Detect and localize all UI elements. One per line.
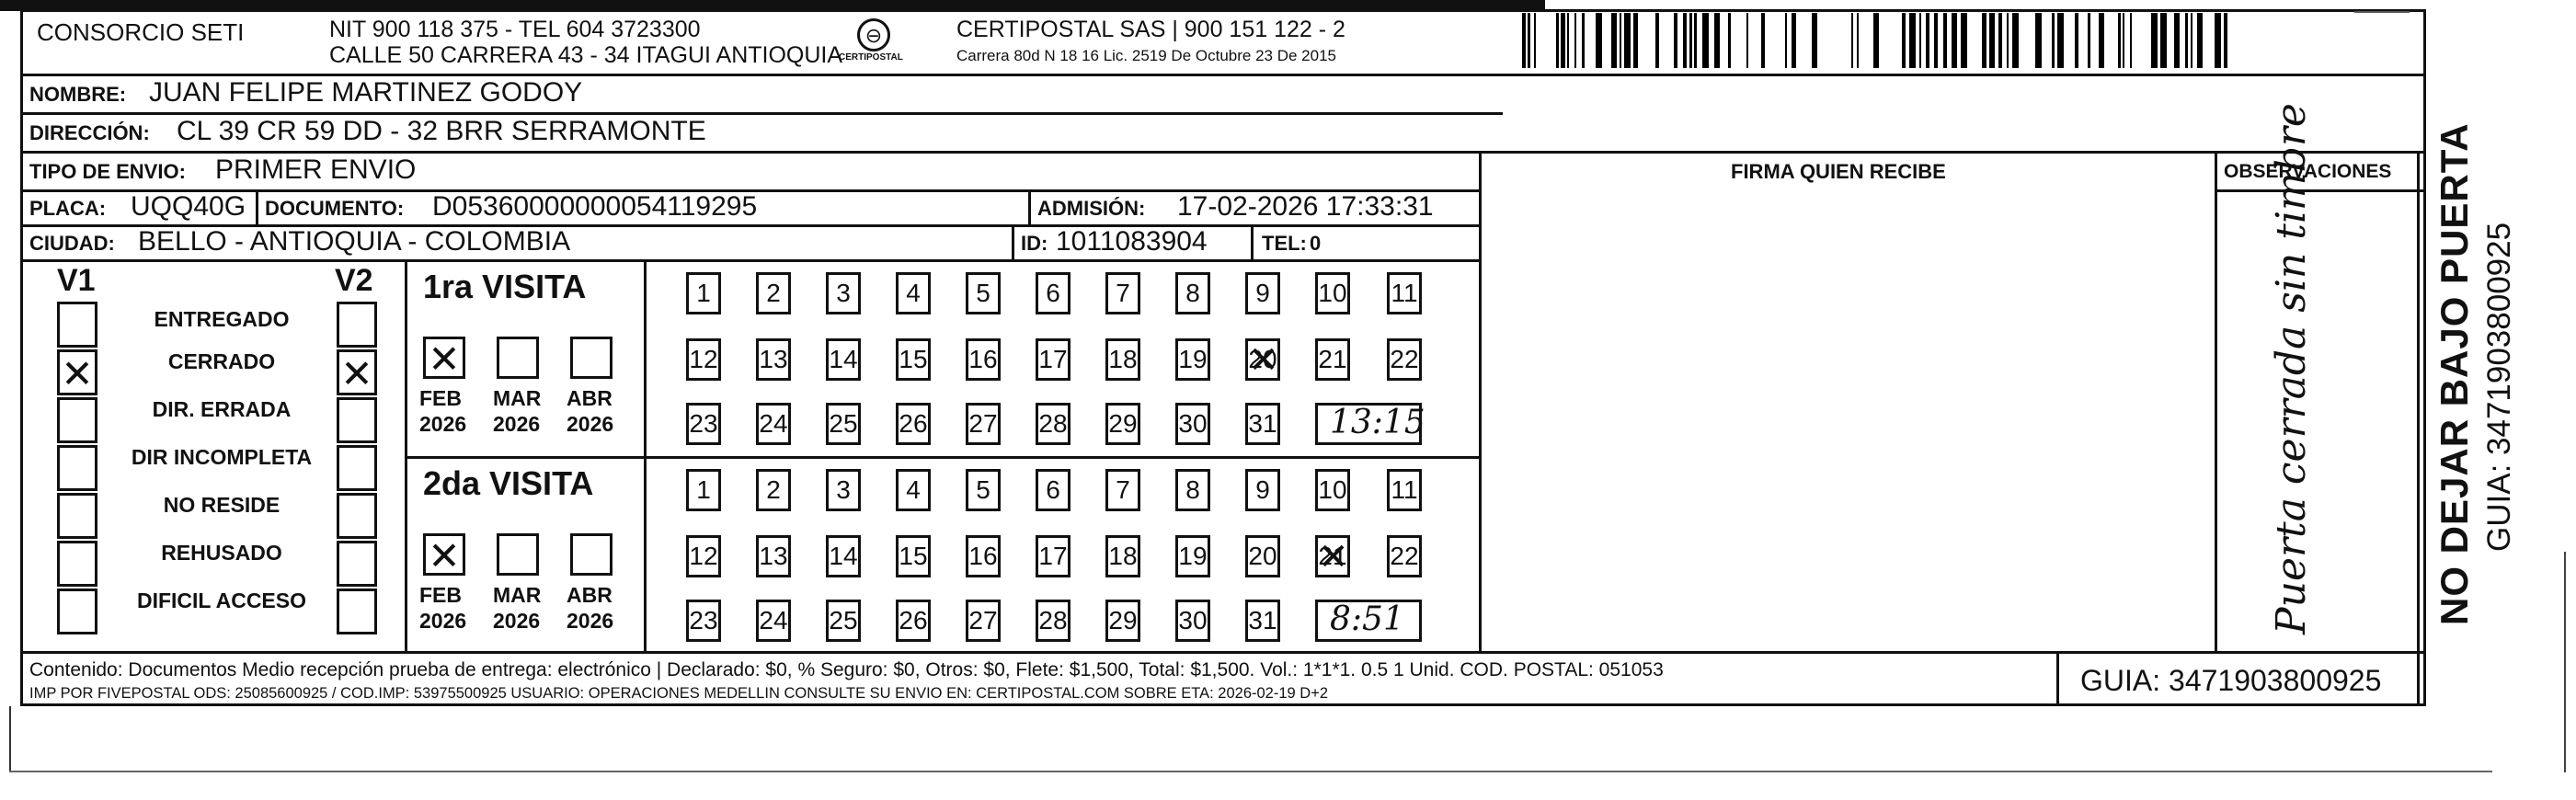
month-label: MAR <box>493 386 542 410</box>
barcode-bar <box>1761 13 1765 68</box>
v2-checkbox-3[interactable] <box>337 445 377 491</box>
barcode-bar <box>1728 13 1731 68</box>
barcode-bar <box>1902 13 1906 68</box>
carrier-line: CERTIPOSTAL SAS | 900 151 122 - 2 <box>956 17 1345 42</box>
barcode-bar <box>1561 13 1565 68</box>
barcode-bar <box>1611 13 1617 68</box>
day-box[interactable]: 24 <box>756 600 791 642</box>
barcode-bar <box>2099 13 2104 68</box>
visit-time: 8:51 <box>1330 600 1404 638</box>
day-box[interactable]: 5 <box>966 469 1001 511</box>
company-name: CONSORCIO SETI <box>37 18 245 46</box>
day-box[interactable]: 14 <box>826 338 861 381</box>
visit-time: 13:15 <box>1330 404 1425 441</box>
day-box[interactable]: 3 <box>826 272 861 314</box>
month-label: FEB <box>419 583 462 607</box>
day-box[interactable]: 2 <box>756 469 791 511</box>
barcode-bar <box>1785 13 1787 68</box>
day-box[interactable]: 11 <box>1387 469 1422 511</box>
day-box[interactable]: 7 <box>1105 469 1140 511</box>
certipostal-logo-icon: ⊖ <box>857 18 890 51</box>
footer-guia: GUIA: 3471903800925 <box>2080 664 2382 697</box>
barcode-bar <box>2012 13 2019 68</box>
barcode-bar <box>1746 13 1748 68</box>
barcode-bar <box>1857 13 1859 68</box>
day-box[interactable]: 25 <box>826 403 861 445</box>
top-right-rule <box>2354 11 2410 13</box>
barcode-bar <box>1919 13 1921 68</box>
day-box[interactable]: 31 <box>1245 600 1280 642</box>
barcode-bar <box>1792 13 1796 68</box>
barcode-bar <box>2035 13 2042 68</box>
barcode-bar <box>1674 13 1677 68</box>
observations-header: OBSERVACIONES <box>2224 161 2392 182</box>
day-box[interactable]: 19 <box>1175 535 1210 577</box>
barcode-bar <box>1582 13 1585 68</box>
address-line: CALLE 50 CARRERA 43 - 34 ITAGUI ANTIOQUIA <box>329 42 843 68</box>
admission-label: ADMISIÓN: <box>1037 197 1146 220</box>
year-label: 2026 <box>419 609 467 633</box>
barcode-bar <box>1522 13 1526 68</box>
year-label: 2026 <box>419 412 467 436</box>
barcode-bar <box>1596 13 1602 68</box>
plate-value: UQQ40G <box>131 191 246 222</box>
barcode-bar <box>2088 13 2090 68</box>
barcode-bar <box>2215 13 2221 68</box>
v2-checkbox-2[interactable] <box>337 397 377 443</box>
day-box[interactable]: 27 <box>966 403 1001 445</box>
day-box[interactable]: 29 <box>1105 600 1140 642</box>
day-box[interactable]: 22 <box>1387 338 1422 381</box>
month-checkbox-abr[interactable] <box>570 337 613 379</box>
day-box[interactable]: 18 <box>1105 338 1140 381</box>
name-label: NOMBRE: <box>29 83 127 106</box>
plate-label: PLACA: <box>29 197 107 220</box>
year-label: 2026 <box>493 412 541 436</box>
month-label: MAR <box>493 583 542 607</box>
shipment-type: PRIMER ENVIO <box>215 154 417 185</box>
barcode-bar <box>1998 13 2002 68</box>
day-box[interactable]: 25 <box>826 600 861 642</box>
license-line: Carrera 80d N 18 16 Lic. 2519 De Octubre 23 De 2015 <box>956 47 1336 64</box>
id-label: ID: <box>1021 232 1048 255</box>
v1-checkbox-5[interactable] <box>57 541 97 587</box>
barcode-bar <box>2151 13 2158 68</box>
barcode-bar <box>1943 13 1947 68</box>
barcode-bar <box>1812 13 1817 68</box>
year-label: 2026 <box>567 412 614 436</box>
status-option-label: REHUSADO <box>161 541 282 565</box>
status-option-label: DIR INCOMPLETA <box>131 445 313 469</box>
day-box[interactable]: 30 <box>1175 403 1210 445</box>
day-box[interactable]: 26 <box>896 403 931 445</box>
v2-checkbox-4[interactable] <box>337 493 377 539</box>
barcode-bar <box>2160 13 2167 68</box>
day-box[interactable]: 28 <box>1036 600 1070 642</box>
handwritten-observation: Puerta cerrada sin timbre <box>2268 103 2315 634</box>
v1-checkbox-1[interactable] <box>57 349 97 395</box>
day-box[interactable]: 20 <box>1245 535 1280 577</box>
day-box[interactable]: 10 <box>1315 272 1350 314</box>
v1-checkbox-2[interactable] <box>57 397 97 443</box>
day-box[interactable]: 21 ✕ <box>1315 535 1350 577</box>
v1-checkbox-0[interactable] <box>57 302 97 348</box>
barcode-bar <box>1873 13 1879 68</box>
barcode-bar <box>1909 13 1916 68</box>
barcode-bar <box>1982 13 1986 68</box>
v2-checkbox-5[interactable] <box>337 541 377 587</box>
recipient-name: JUAN FELIPE MARTINEZ GODOY <box>149 77 583 108</box>
month-checkbox-feb[interactable] <box>423 533 465 576</box>
visit-title-2: 2da VISITA <box>423 464 594 502</box>
footer-contents: Contenido: Documentos Medio recepción prueba de entrega: electrónico | Declarado: $0, % Seguro: $0, Otros: $0, Flete: $1,500, Total: $1,500. Vol.: 1*1*1. 0.5 1 Unid. COD. POSTAL: 051053 <box>29 659 1664 680</box>
day-box[interactable]: 13 <box>756 338 791 381</box>
barcode-bar <box>2123 13 2124 68</box>
day-box[interactable]: 5 <box>966 272 1001 314</box>
nit-line: NIT 900 118 375 - TEL 604 3723300 <box>329 17 701 42</box>
barcode-bar <box>2197 13 2203 68</box>
barcode-bar <box>1633 13 1638 68</box>
day-box[interactable]: 13 <box>756 535 791 577</box>
barcode-bar <box>2052 13 2055 68</box>
day-box[interactable]: 31 <box>1245 403 1280 445</box>
barcode-bar <box>1683 13 1687 68</box>
barcode-bar <box>1655 13 1659 68</box>
scan-edge-bottom <box>9 771 2492 772</box>
day-box[interactable]: 30 <box>1175 600 1210 642</box>
day-box[interactable]: 9 <box>1245 272 1280 314</box>
day-box[interactable]: 8 <box>1175 272 1210 314</box>
v1-checkbox-6[interactable] <box>57 589 97 634</box>
status-option-label: CERRADO <box>167 349 276 373</box>
barcode-bar <box>1534 13 1536 68</box>
city-value: BELLO - ANTIOQUIA - COLOMBIA <box>138 226 571 257</box>
v1-checkbox-4[interactable] <box>57 493 97 539</box>
status-option-label: DIR. ERRADA <box>152 397 292 421</box>
month-checkbox-abr[interactable] <box>570 533 613 576</box>
side-guia: GUIA: 3471903800925 <box>2481 222 2517 552</box>
v2-checkbox-1[interactable] <box>337 349 377 395</box>
day-box[interactable]: 23 <box>686 600 721 642</box>
day-box[interactable]: 9 <box>1245 469 1280 511</box>
id-value: 1011083904 <box>1056 226 1208 257</box>
barcode-bar <box>1624 13 1631 68</box>
barcode-bar <box>2130 13 2132 68</box>
year-label: 2026 <box>493 609 541 633</box>
day-box[interactable]: 27 <box>966 600 1001 642</box>
day-box[interactable]: 22 <box>1387 535 1422 577</box>
city-label: CIUDAD: <box>29 232 115 255</box>
day-box[interactable]: 2 <box>756 272 791 314</box>
day-box[interactable]: 15 <box>896 338 931 381</box>
barcode-bar <box>1620 13 1621 68</box>
day-box[interactable]: 19 <box>1175 338 1210 381</box>
v2-checkbox-0[interactable] <box>337 302 377 348</box>
day-box[interactable]: 29 <box>1105 403 1140 445</box>
barcode-bar <box>1694 13 1697 68</box>
status-option-label: NO RESIDE <box>163 493 280 517</box>
day-box[interactable]: 21 <box>1315 338 1350 381</box>
day-box[interactable]: 4 <box>896 469 931 511</box>
scan-edge-right <box>2564 552 2566 772</box>
barcode-bar <box>1574 13 1576 68</box>
logo-text: CERTIPOSTAL <box>839 52 903 63</box>
barcode-bar <box>2007 13 2009 68</box>
month-checkbox-feb[interactable] <box>423 337 465 379</box>
day-box[interactable]: 6 <box>1036 272 1070 314</box>
barcode-bar <box>1689 13 1692 68</box>
signature-header: FIRMA QUIEN RECIBE <box>1731 160 1946 183</box>
footer-print-info: IMP POR FIVEPOSTAL ODS: 25085600925 / COD.IMP: 53975500925 USUARIO: OPERACIONES MEDELLIN CONSULTE SU ENVIO EN: CERTIPOSTAL.COM SOBRE ETA: 2026-02-19 D+2 <box>29 685 1329 702</box>
day-box[interactable]: 12 <box>686 535 721 577</box>
day-box[interactable]: 26 <box>896 600 931 642</box>
barcode-bar <box>1926 13 1929 68</box>
barcode-bar <box>1989 13 1995 68</box>
barcode-bar <box>2224 13 2227 68</box>
visit-title-1: 1ra VISITA <box>423 268 587 305</box>
day-box[interactable]: 17 <box>1036 535 1070 577</box>
month-label: FEB <box>419 386 462 410</box>
barcode-bar <box>1528 13 1530 68</box>
year-label: 2026 <box>567 609 614 633</box>
barcode-bar <box>2118 13 2121 68</box>
document-value: D05360000000054119295 <box>432 191 758 222</box>
day-box[interactable]: 12 <box>686 338 721 381</box>
barcode-bar <box>2191 13 2192 68</box>
day-box[interactable]: 4 <box>896 272 931 314</box>
recipient-address: CL 39 CR 59 DD - 32 BRR SERRAMONTE <box>177 116 706 146</box>
day-box[interactable]: 23 <box>686 403 721 445</box>
day-box[interactable]: 11 <box>1387 272 1422 314</box>
status-option-label: ENTREGADO <box>154 307 290 331</box>
day-box[interactable]: 3 <box>826 469 861 511</box>
month-label: ABR <box>567 386 613 410</box>
tel-label: TEL: <box>1262 232 1307 255</box>
day-box[interactable]: 10 <box>1315 469 1350 511</box>
day-box[interactable]: 8 <box>1175 469 1210 511</box>
day-box[interactable]: 20 ✕ <box>1245 338 1280 381</box>
v2-checkbox-6[interactable] <box>337 589 377 634</box>
barcode-bar <box>1934 13 1938 68</box>
barcode-bar <box>2057 13 2064 68</box>
day-box[interactable]: 6 <box>1036 469 1070 511</box>
barcode-bar <box>2075 13 2078 68</box>
v2-header: V2 <box>335 263 373 298</box>
scan-edge-left <box>9 706 11 771</box>
day-box[interactable]: 14 <box>826 535 861 577</box>
barcode <box>1522 9 2239 74</box>
address-label: DIRECCIÓN: <box>29 121 150 144</box>
month-checkbox-mar[interactable] <box>497 337 539 379</box>
barcode-bar <box>1714 13 1720 68</box>
type-label: TIPO DE ENVIO: <box>29 160 186 183</box>
barcode-bar <box>2185 13 2188 68</box>
side-warning: NO DEJAR BAJO PUERTA <box>2433 122 2476 625</box>
barcode-bar <box>1556 13 1559 68</box>
month-label: ABR <box>567 583 613 607</box>
barcode-bar <box>1961 13 1967 68</box>
barcode-bar <box>1702 13 1709 68</box>
month-checkbox-mar[interactable] <box>497 533 539 576</box>
v1-header: V1 <box>57 263 96 298</box>
day-box[interactable]: 28 <box>1036 403 1070 445</box>
v1-checkbox-3[interactable] <box>57 445 97 491</box>
day-box[interactable]: 7 <box>1105 272 1140 314</box>
admission-value: 17-02-2026 17:33:31 <box>1177 191 1434 222</box>
day-box[interactable]: 15 <box>896 535 931 577</box>
day-box[interactable]: 16 <box>966 535 1001 577</box>
day-box[interactable]: 16 <box>966 338 1001 381</box>
day-box[interactable]: 1 <box>686 272 721 314</box>
barcode-bar <box>1851 13 1853 68</box>
day-box[interactable]: 17 <box>1036 338 1070 381</box>
status-option-label: DIFICIL ACCESO <box>136 589 306 612</box>
barcode-bar <box>1952 13 1957 68</box>
day-box[interactable]: 1 <box>686 469 721 511</box>
day-box[interactable]: 24 <box>756 403 791 445</box>
tel-value: 0 <box>1310 232 1322 255</box>
barcode-bar <box>1567 13 1569 68</box>
day-box[interactable]: 18 <box>1105 535 1140 577</box>
barcode-bar <box>2174 13 2180 68</box>
document-label: DOCUMENTO: <box>265 197 405 220</box>
